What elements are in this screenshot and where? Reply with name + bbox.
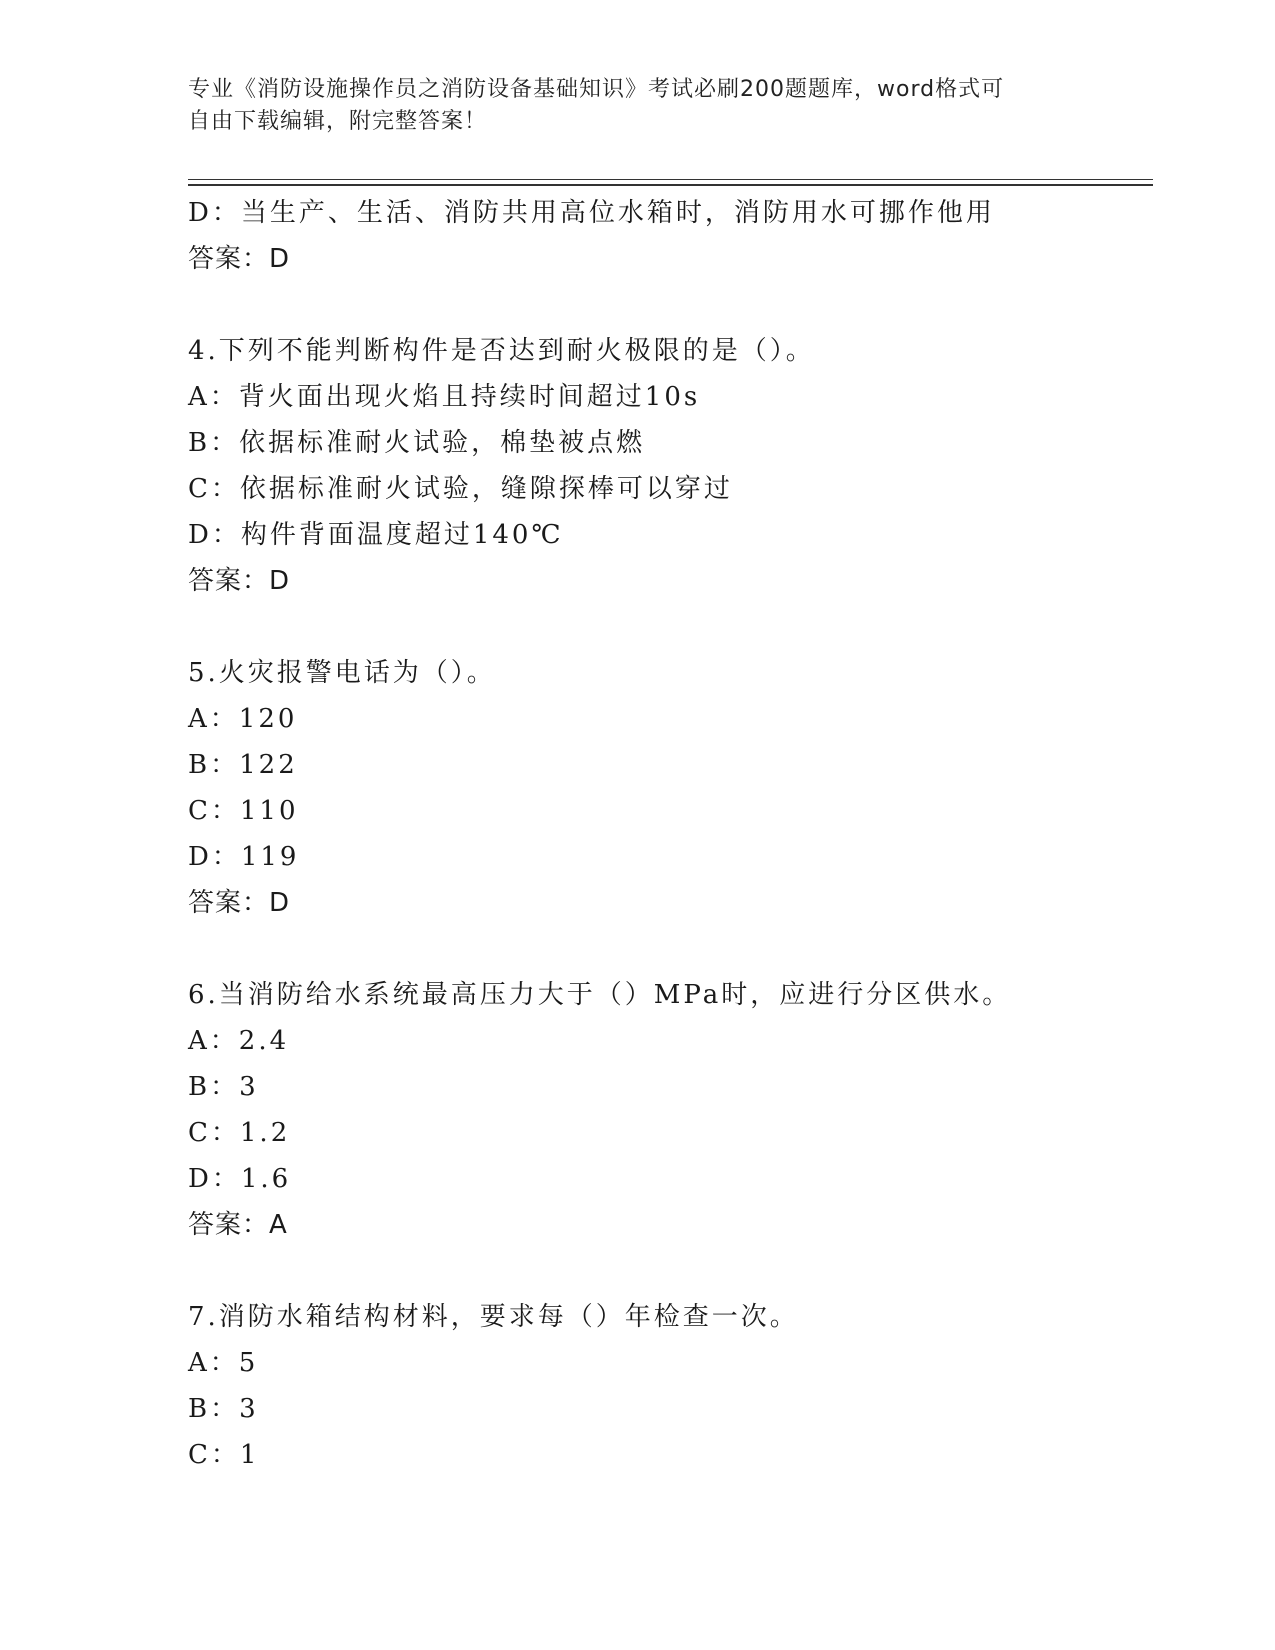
spacer (188, 1248, 1148, 1294)
question-block-7 (188, 1294, 1148, 1478)
spacer (188, 604, 1148, 650)
option-a: A：120 (188, 704, 298, 734)
question-list (188, 190, 1148, 1478)
header-line-1: 专业《消防设施操作员之消防设备基础知识》考试必刷200题题库，word格式可 (188, 77, 1005, 102)
question-text: 4.下列不能判断构件是否达到耐火极限的是（）。 (188, 336, 815, 366)
option-b: B：122 (188, 750, 298, 780)
option-d: D：构件背面温度超过140℃ (188, 520, 564, 550)
option-b: B：3 (188, 1394, 259, 1424)
answer-line: 答案：D (188, 888, 291, 918)
option-b: B：3 (188, 1072, 259, 1102)
option-c: C：依据标准耐火试验，缝隙探棒可以穿过 (188, 474, 733, 504)
answer-line: 答案：D (188, 566, 291, 596)
header-divider-thick (188, 184, 1153, 186)
question-block-6 (188, 972, 1148, 1248)
option-a: A：2.4 (188, 1026, 290, 1056)
question-text: 6.当消防给水系统最高压力大于（）MPa时，应进行分区供水。 (188, 980, 1012, 1010)
question-block-3 (188, 190, 1148, 282)
spacer (188, 926, 1148, 972)
option-a: A：背火面出现火焰且持续时间超过10s (188, 382, 701, 412)
question-text: 7.消防水箱结构材料，要求每（）年检查一次。 (188, 1302, 799, 1332)
option-c: C：1.2 (188, 1118, 291, 1148)
option-b: B：依据标准耐火试验，棉垫被点燃 (188, 428, 646, 458)
option-a: A：5 (188, 1348, 259, 1378)
answer-line: 答案：D (188, 244, 291, 274)
answer-line: 答案：A (188, 1210, 288, 1240)
option-c: C：110 (188, 796, 299, 826)
document-header (188, 74, 1088, 138)
option-c: C：1 (188, 1440, 260, 1470)
header-divider-thin (188, 179, 1153, 180)
spacer (188, 282, 1148, 328)
question-block-4 (188, 328, 1148, 604)
option-d: D：当生产、生活、消防共用高位水箱时，消防用水可挪作他用 (188, 198, 995, 228)
question-block-5 (188, 650, 1148, 926)
question-text: 5.火灾报警电话为（）。 (188, 658, 496, 688)
header-line-2: 自由下载编辑，附完整答案！ (188, 109, 488, 134)
option-d: D：119 (188, 842, 300, 872)
option-d: D：1.6 (188, 1164, 292, 1194)
